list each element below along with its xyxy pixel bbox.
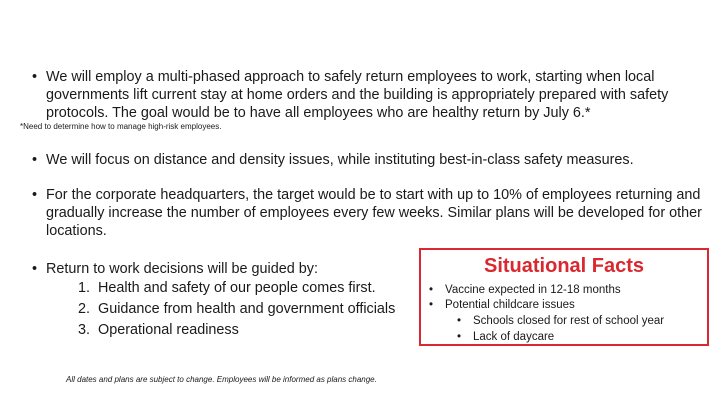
disclaimer: All dates and plans are subject to change. Employees will be informed as plans change. xyxy=(66,375,377,384)
bullet-distance-density: • We will focus on distance and density issues, while instituting best-in-class safety measures. xyxy=(32,151,696,169)
guided-by-list xyxy=(78,278,395,341)
list-item-number: 3. xyxy=(78,322,91,338)
list-item-text: Health and safety of our people comes first. xyxy=(98,280,376,296)
list-item-text: Operational readiness xyxy=(98,322,239,338)
list-item xyxy=(78,278,395,299)
list-item-text: Guidance from health and government officials xyxy=(98,301,396,317)
situational-facts-box xyxy=(419,248,709,346)
facts-item-childcare: • Potential childcare issues xyxy=(425,298,575,312)
bullet-return-decisions: • Return to work decisions will be guided by: xyxy=(32,260,406,278)
facts-subitem-daycare: • Lack of daycare xyxy=(453,330,554,344)
facts-subitem-schools: • Schools closed for rest of school year xyxy=(453,314,664,328)
bullet-phased-approach: • We will employ a multi-phased approach to safely return employees to work, starting when local governments lift current stay at home orders and the building is appropriately prepared with safety protocols. The goal would be to have all employees who are healthy return by July 6.* xyxy=(32,68,696,122)
bullet-corporate-headquarters: • For the corporate headquarters, the target would be to start with up to 10% of employees returning and gradually increase the number of employees every few weeks. Similar plans will be developed for other locations. xyxy=(32,186,711,240)
list-item-number: 2. xyxy=(78,301,91,317)
list-item xyxy=(78,299,395,320)
footnote-high-risk: *Need to determine how to manage high-risk employees. xyxy=(20,122,222,131)
facts-item-vaccine: • Vaccine expected in 12-18 months xyxy=(425,283,621,297)
list-item-number: 1. xyxy=(78,280,91,296)
situational-facts-title: Situational Facts xyxy=(483,255,645,277)
list-item xyxy=(78,320,395,341)
